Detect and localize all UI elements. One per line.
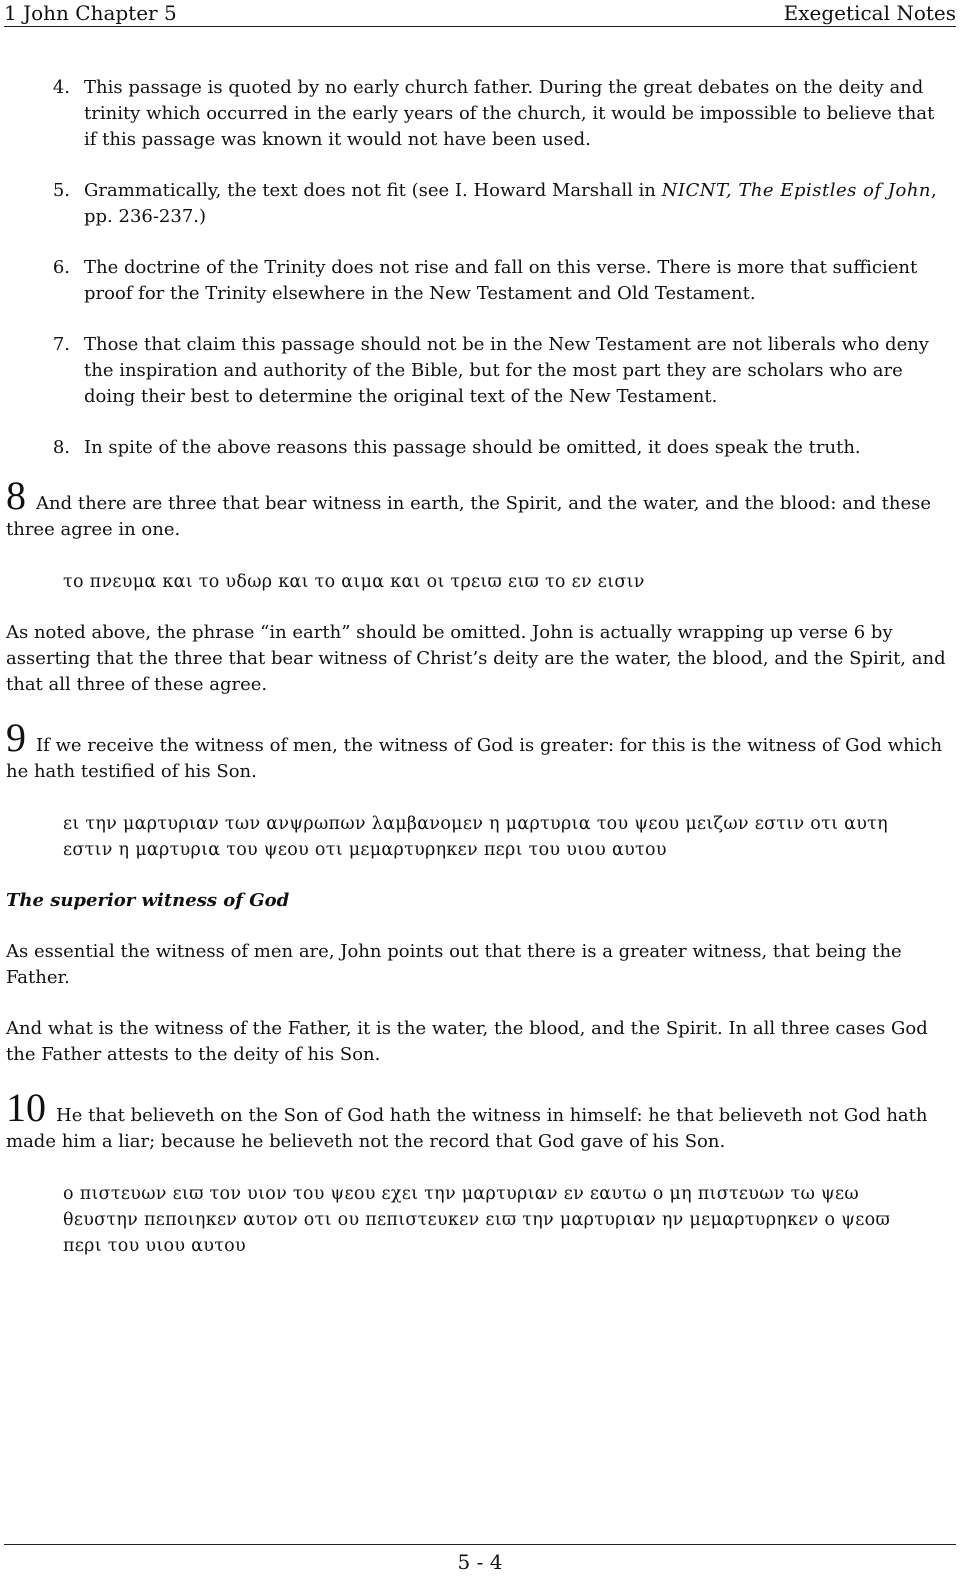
greek-text: ο πιστευων ειϖ τον υιον του ψεου εχει την μαρτυριαν εν εαυτω ο μη πιστευων τω ψεω θευστην πεποιηκεν αυτον οτι ου πεπιστευκεν ειϖ την μαρτυριαν ην μεμαρτυρηκεν ο ψεοϖ περι του υιου αυτου <box>63 1184 891 1256</box>
verse-number: 10 <box>6 1085 46 1130</box>
item-number: 5. <box>52 180 70 201</box>
list-item <box>6 75 951 153</box>
verse-number: 8 <box>6 473 26 518</box>
greek-text: ει την μαρτυριαν των ανψρωπων λαμβανομεν η μαρτυρια του ψεου μειζων εστιν οτι αυτη εστιν η μαρτυρια του ψεου οτι μεμαρτυρηκεν περι του υιου αυτου <box>63 814 888 860</box>
commentary: As noted above, the phrase “in earth” should be omitted. John is actually wrapping up verse 6 by asserting that the three that bear witness of Christ’s deity are the water, the blood, and the Spirit, and that all three of these agree. <box>6 622 946 695</box>
page-header <box>4 0 956 27</box>
item-text: This passage is quoted by no early church father. During the great debates on the deity and trinity which occurred in the early years of the church, it would be impossible to believe that if this passage was known it would not have been used. <box>84 77 935 150</box>
verse-9 <box>6 715 951 785</box>
verse-number: 9 <box>6 715 26 760</box>
greek-text: το πνευμα και το υδωρ και το αιμα και οι τρειϖ ειϖ το εν εισιν <box>63 572 645 592</box>
header-subtitle: Exegetical Notes <box>783 1 956 25</box>
list-item <box>6 435 951 461</box>
commentary: As essential the witness of men are, John points out that there is a greater witness, that being the Father. <box>6 941 902 988</box>
commentary: And what is the witness of the Father, it is the water, the blood, and the Spirit. In all three cases God the Father attests to the deity of his Son. <box>6 1018 928 1065</box>
item-text: Those that claim this passage should not be in the New Testament are not liberals who deny the inspiration and authority of the Bible, but for the most part they are scholars who are doing their best to determine the original text of the New Testament. <box>84 334 929 407</box>
list-item <box>6 255 951 307</box>
page-footer <box>4 1544 956 1579</box>
list-item <box>6 178 951 230</box>
item-number: 6. <box>52 257 70 278</box>
verse-text: He that believeth on the Son of God hath the witness in himself: he that believeth not God hath made him a liar; because he believeth not the record that God gave of his Son. <box>6 1105 928 1152</box>
verse-10 <box>6 1085 951 1155</box>
verse-8 <box>6 473 951 543</box>
citation: NICNT, The Epistles of John <box>661 180 932 201</box>
item-number: 4. <box>52 77 70 98</box>
subheading: The superior witness of God <box>6 890 290 911</box>
verse-text: If we receive the witness of men, the witness of God is greater: for this is the witness of God which he hath testified of his Son. <box>6 735 943 782</box>
page-number: 5 - 4 <box>457 1550 503 1574</box>
page-content <box>6 75 951 1284</box>
item-text: Grammatically, the text does not fit (see I. Howard Marshall in NICNT, The Epistles of John, pp. 236-237.) <box>84 180 937 227</box>
list-item <box>6 332 951 410</box>
item-number: 7. <box>52 334 70 355</box>
header-title: 1 John Chapter 5 <box>4 1 177 25</box>
verse-text: And there are three that bear witness in earth, the Spirit, and the water, and the blood: and these three agree in one. <box>6 493 932 540</box>
item-text: The doctrine of the Trinity does not rise and fall on this verse. There is more that sufficient proof for the Trinity elsewhere in the New Testament and Old Testament. <box>84 257 918 304</box>
item-number: 8. <box>52 437 70 458</box>
item-text: In spite of the above reasons this passage should be omitted, it does speak the truth. <box>84 437 861 458</box>
